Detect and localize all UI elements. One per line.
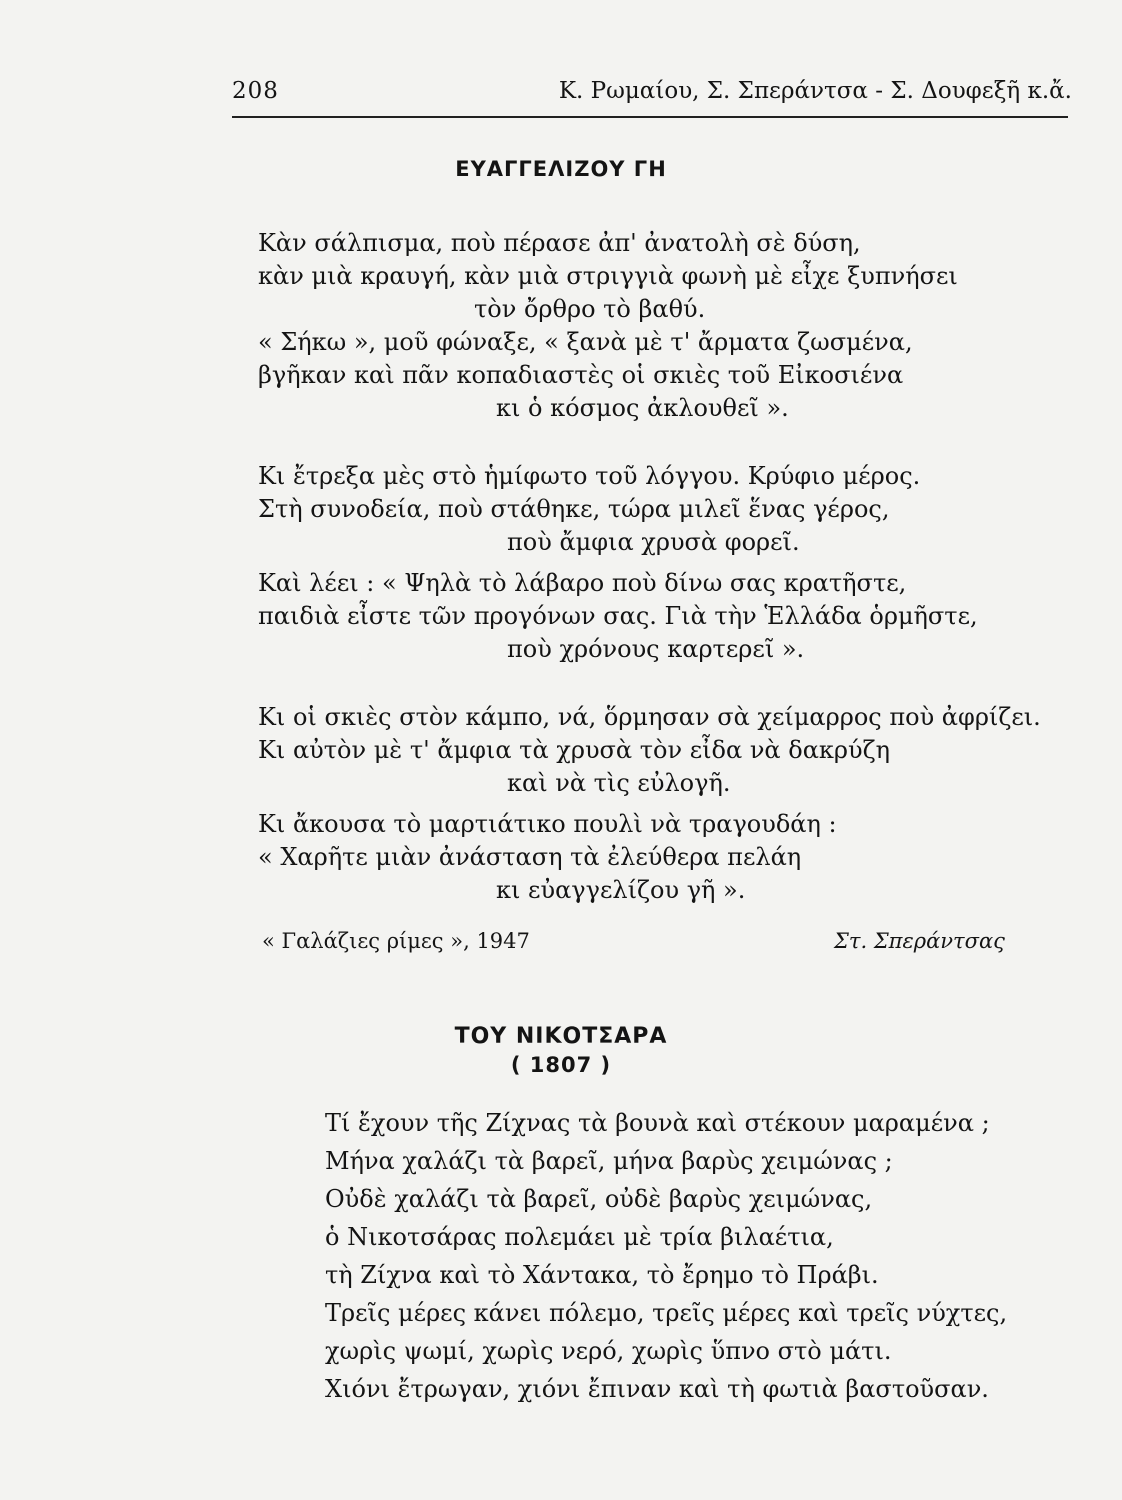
poem1-line: παιδιὰ εἶστε τῶν προγόνων σας. Γιὰ τὴν Ἑλλάδα ὁρμῆστε, xyxy=(258,602,978,630)
poem1-line: Κι ἄκουσα τὸ μαρτιάτικο πουλὶ νὰ τραγουδάη : xyxy=(258,810,837,838)
poem2-line: Τί ἔχουν τῆς Ζίχνας τὰ βουνὰ καὶ στέκουν μαραμένα ; xyxy=(325,1109,990,1137)
poem2-line: Μήνα χαλάζι τὰ βαρεῖ, μήνα βαρὺς χειμώνας ; xyxy=(325,1147,893,1175)
poem1-line: τὸν ὄρθρο τὸ βαθύ. xyxy=(474,295,706,323)
poem1-title: ΕΥΑΓΓΕΛΙΖΟΥ ΓΗ xyxy=(455,157,667,181)
poem1-signature: Στ. Σπεράντσας xyxy=(834,929,1005,953)
header-rule xyxy=(232,116,1068,118)
poem1-line: Κι οἱ σκιὲς στὸν κάμπο, νά, ὅρμησαν σὰ χείμαρρος ποὺ ἀφρίζει. xyxy=(258,703,1041,731)
poem1-line: Στὴ συνοδεία, ποὺ στάθηκε, τώρα μιλεῖ ἕνας γέρος, xyxy=(258,495,890,523)
header-authors: Κ. Ρωμαίου, Σ. Σπεράντσα - Σ. Δουφεξῆ κ.ἄ. xyxy=(558,78,1072,104)
poem1-line: Κὰν σάλπισμα, ποὺ πέρασε ἀπ' ἀνατολὴ σὲ δύση, xyxy=(258,229,861,257)
poem1-line: ποὺ ἄμφια χρυσὰ φορεῖ. xyxy=(507,528,800,556)
poem2-line: τὴ Ζίχνα καὶ τὸ Χάντακα, τὸ ἔρημο τὸ Πράβι. xyxy=(325,1261,879,1289)
poem2-line: ὁ Νικοτσάρας πολεμάει μὲ τρία βιλαέτια, xyxy=(325,1223,834,1251)
poem1-line: βγῆκαν καὶ πᾶν κοπαδιαστὲς οἱ σκιὲς τοῦ Εἰκοσιένα xyxy=(258,361,904,389)
poem1-line: Καὶ λέει : « Ψηλὰ τὸ λάβαρο ποὺ δίνω σας κρατῆστε, xyxy=(258,569,907,597)
poem1-line: κι εὐαγγελίζου γῆ ». xyxy=(496,876,746,904)
poem1-line: Κι ἔτρεξα μὲς στὸ ἡμίφωτο τοῦ λόγγου. Κρύφιο μέρος. xyxy=(258,462,921,490)
poem1-line: κι ὁ κόσμος ἀκλουθεῖ ». xyxy=(496,394,789,422)
poem2-line: Οὐδὲ χαλάζι τὰ βαρεῖ, οὐδὲ βαρὺς χειμώνας, xyxy=(325,1185,873,1213)
poem1-line: « Χαρῆτε μιὰν ἀνάσταση τὰ ἐλεύθερα πελάη xyxy=(258,843,802,871)
poem2-title: ΤΟΥ ΝΙΚΟΤΣΑΡΑ xyxy=(454,1024,668,1049)
poem1-line: καὶ νὰ τὶς εὐλογῆ. xyxy=(507,769,731,797)
poem2-line: χωρὶς ψωμί, χωρὶς νερό, χωρὶς ὕπνο στὸ μάτι. xyxy=(325,1337,892,1365)
page-number: 208 xyxy=(232,78,279,104)
poem1-line: Κι αὐτὸν μὲ τ' ἄμφια τὰ χρυσὰ τὸν εἶδα νὰ δακρύζη xyxy=(258,736,890,764)
poem1-line: ποὺ χρόνους καρτερεῖ ». xyxy=(507,635,805,663)
poem2-year: ( 1807 ) xyxy=(510,1053,612,1077)
running-header xyxy=(232,74,1072,108)
poem2-line: Τρεῖς μέρες κάνει πόλεμο, τρεῖς μέρες καὶ τρεῖς νύχτες, xyxy=(325,1299,1008,1327)
poem2-line: Χιόνι ἔτρωγαν, χιόνι ἔπιναν καὶ τὴ φωτιὰ βαστοῦσαν. xyxy=(325,1375,989,1403)
poem1-line: « Σήκω », μοῦ φώναξε, « ξανὰ μὲ τ' ἄρματα ζωσμένα, xyxy=(258,328,913,356)
poem1-source: « Γαλάζιες ρίμες », 1947 xyxy=(262,929,530,953)
poem1-line: κὰν μιὰ κραυγή, κὰν μιὰ στριγγιὰ φωνὴ μὲ εἶχε ξυπνήσει xyxy=(258,262,958,290)
